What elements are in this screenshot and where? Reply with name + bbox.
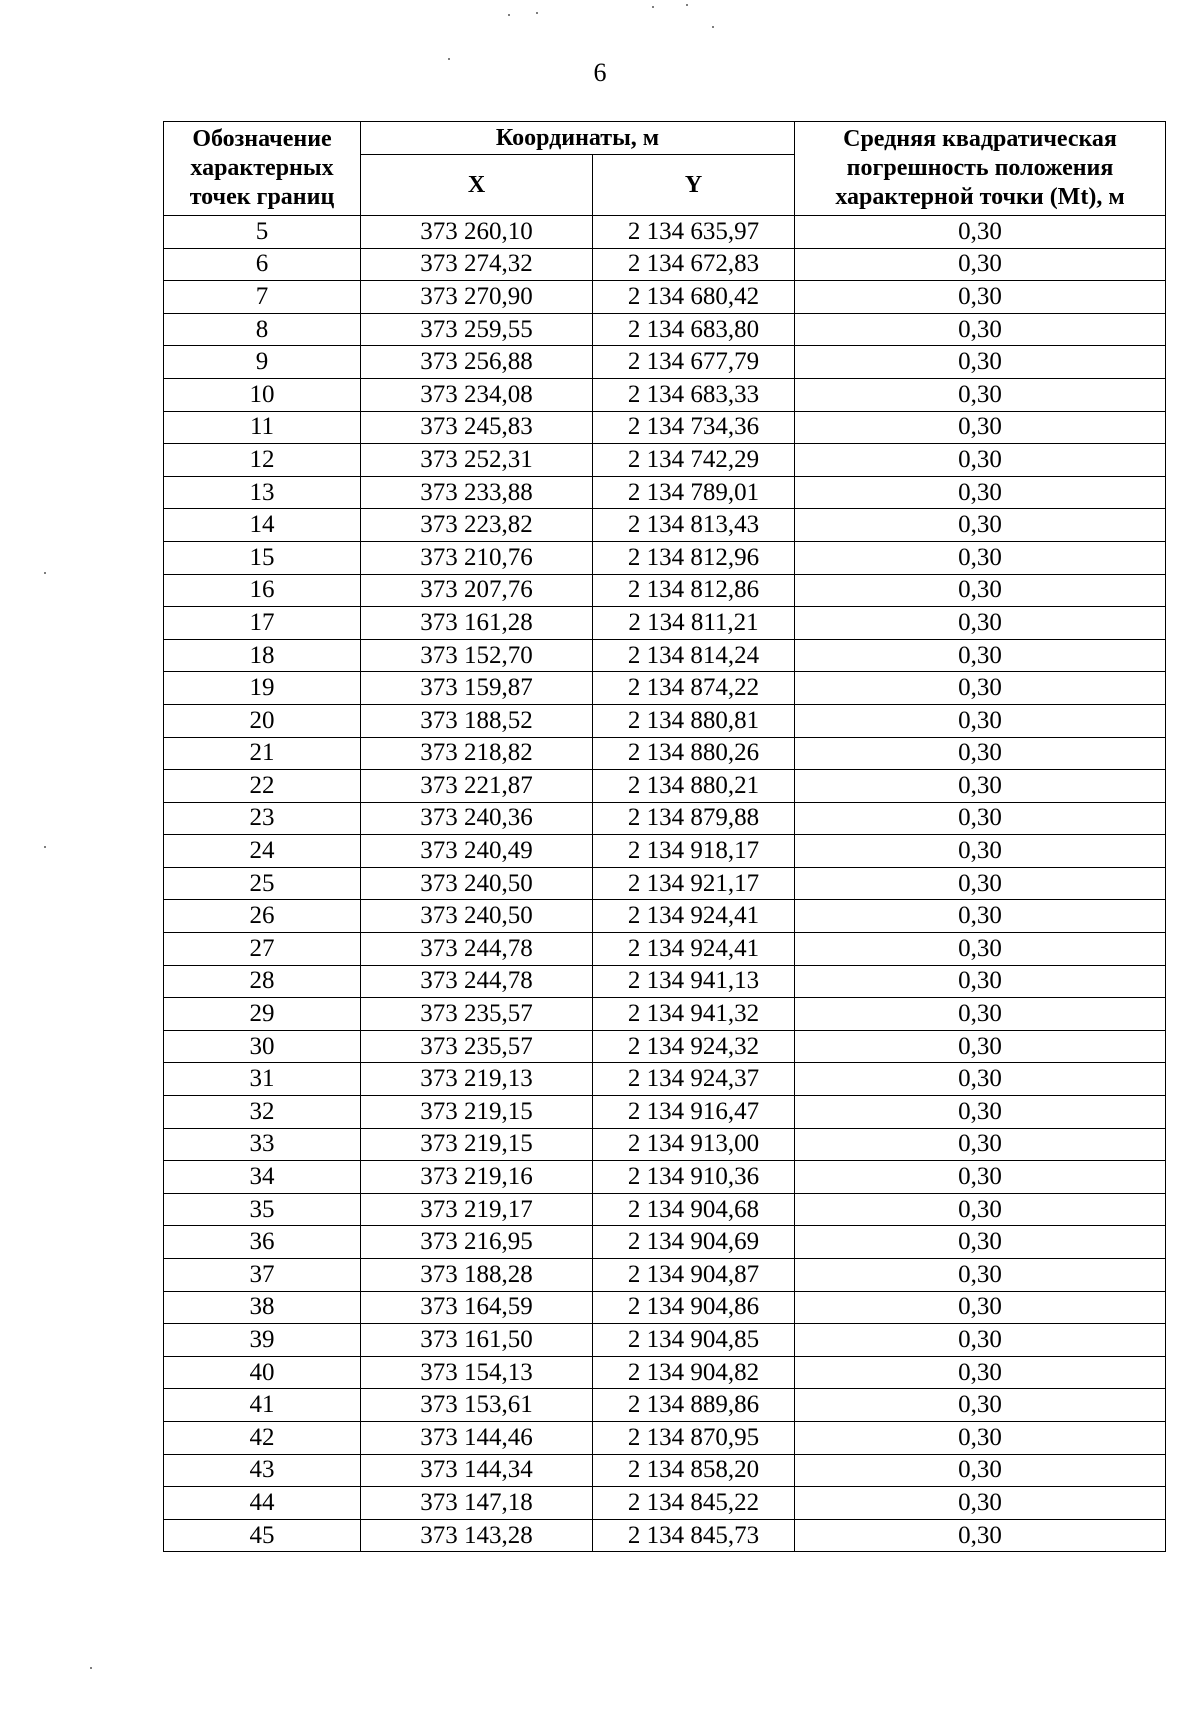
x-coordinate-cell: 373 188,52 bbox=[361, 704, 593, 737]
error-cell: 0,30 bbox=[795, 248, 1166, 281]
y-coordinate-cell: 2 134 789,01 bbox=[593, 476, 795, 509]
table-row bbox=[164, 574, 1166, 607]
x-coordinate-cell: 373 240,36 bbox=[361, 802, 593, 835]
y-coordinate-cell: 2 134 924,41 bbox=[593, 900, 795, 933]
table-body bbox=[164, 216, 1166, 1552]
table-row bbox=[164, 1324, 1166, 1357]
scan-speck bbox=[90, 1667, 92, 1669]
error-cell: 0,30 bbox=[795, 574, 1166, 607]
error-cell: 0,30 bbox=[795, 1389, 1166, 1422]
x-coordinate-cell: 373 235,57 bbox=[361, 998, 593, 1031]
error-cell: 0,30 bbox=[795, 1487, 1166, 1520]
error-cell: 0,30 bbox=[795, 704, 1166, 737]
point-number-cell: 30 bbox=[164, 1030, 361, 1063]
error-cell: 0,30 bbox=[795, 541, 1166, 574]
x-coordinate-cell: 373 256,88 bbox=[361, 346, 593, 379]
x-coordinate-cell: 373 245,83 bbox=[361, 411, 593, 444]
x-coordinate-cell: 373 270,90 bbox=[361, 281, 593, 314]
point-number-cell: 37 bbox=[164, 1259, 361, 1292]
point-number-cell: 43 bbox=[164, 1454, 361, 1487]
y-coordinate-cell: 2 134 904,85 bbox=[593, 1324, 795, 1357]
error-cell: 0,30 bbox=[795, 639, 1166, 672]
y-coordinate-cell: 2 134 880,21 bbox=[593, 770, 795, 803]
x-coordinate-cell: 373 144,34 bbox=[361, 1454, 593, 1487]
x-coordinate-cell: 373 244,78 bbox=[361, 933, 593, 966]
point-number-cell: 11 bbox=[164, 411, 361, 444]
error-cell: 0,30 bbox=[795, 965, 1166, 998]
point-number-cell: 38 bbox=[164, 1291, 361, 1324]
error-cell: 0,30 bbox=[795, 737, 1166, 770]
table-row bbox=[164, 1291, 1166, 1324]
header-x: X bbox=[361, 155, 593, 216]
x-coordinate-cell: 373 252,31 bbox=[361, 444, 593, 477]
table-row bbox=[164, 1161, 1166, 1194]
scan-speck bbox=[536, 12, 538, 14]
y-coordinate-cell: 2 134 904,87 bbox=[593, 1259, 795, 1292]
table-row bbox=[164, 509, 1166, 542]
y-coordinate-cell: 2 134 913,00 bbox=[593, 1128, 795, 1161]
x-coordinate-cell: 373 147,18 bbox=[361, 1487, 593, 1520]
error-cell: 0,30 bbox=[795, 835, 1166, 868]
error-cell: 0,30 bbox=[795, 509, 1166, 542]
y-coordinate-cell: 2 134 845,22 bbox=[593, 1487, 795, 1520]
point-number-cell: 5 bbox=[164, 216, 361, 249]
error-cell: 0,30 bbox=[795, 378, 1166, 411]
point-number-cell: 31 bbox=[164, 1063, 361, 1096]
error-cell: 0,30 bbox=[795, 998, 1166, 1031]
y-coordinate-cell: 2 134 924,41 bbox=[593, 933, 795, 966]
x-coordinate-cell: 373 143,28 bbox=[361, 1519, 593, 1552]
x-coordinate-cell: 373 219,17 bbox=[361, 1193, 593, 1226]
error-cell: 0,30 bbox=[795, 281, 1166, 314]
error-cell: 0,30 bbox=[795, 770, 1166, 803]
y-coordinate-cell: 2 134 941,32 bbox=[593, 998, 795, 1031]
y-coordinate-cell: 2 134 904,82 bbox=[593, 1356, 795, 1389]
scan-speck bbox=[448, 58, 450, 60]
table-row bbox=[164, 770, 1166, 803]
table-row bbox=[164, 248, 1166, 281]
scan-speck bbox=[686, 4, 688, 6]
table-row bbox=[164, 541, 1166, 574]
error-cell: 0,30 bbox=[795, 444, 1166, 477]
scan-speck bbox=[712, 26, 714, 28]
x-coordinate-cell: 373 274,32 bbox=[361, 248, 593, 281]
x-coordinate-cell: 373 210,76 bbox=[361, 541, 593, 574]
y-coordinate-cell: 2 134 858,20 bbox=[593, 1454, 795, 1487]
coordinates-table bbox=[163, 121, 1166, 1552]
point-number-cell: 32 bbox=[164, 1096, 361, 1129]
error-cell: 0,30 bbox=[795, 607, 1166, 640]
table-row bbox=[164, 607, 1166, 640]
y-coordinate-cell: 2 134 941,13 bbox=[593, 965, 795, 998]
y-coordinate-cell: 2 134 812,86 bbox=[593, 574, 795, 607]
point-number-cell: 21 bbox=[164, 737, 361, 770]
y-coordinate-cell: 2 134 680,42 bbox=[593, 281, 795, 314]
table-row bbox=[164, 346, 1166, 379]
point-number-cell: 14 bbox=[164, 509, 361, 542]
x-coordinate-cell: 373 240,50 bbox=[361, 867, 593, 900]
point-number-cell: 9 bbox=[164, 346, 361, 379]
table-row bbox=[164, 281, 1166, 314]
y-coordinate-cell: 2 134 734,36 bbox=[593, 411, 795, 444]
y-coordinate-cell: 2 134 918,17 bbox=[593, 835, 795, 868]
x-coordinate-cell: 373 240,49 bbox=[361, 835, 593, 868]
point-number-cell: 16 bbox=[164, 574, 361, 607]
table-row bbox=[164, 965, 1166, 998]
error-cell: 0,30 bbox=[795, 1259, 1166, 1292]
point-number-cell: 24 bbox=[164, 835, 361, 868]
x-coordinate-cell: 373 221,87 bbox=[361, 770, 593, 803]
x-coordinate-cell: 373 219,15 bbox=[361, 1096, 593, 1129]
scan-speck bbox=[44, 572, 46, 574]
y-coordinate-cell: 2 134 904,86 bbox=[593, 1291, 795, 1324]
y-coordinate-cell: 2 134 924,37 bbox=[593, 1063, 795, 1096]
x-coordinate-cell: 373 223,82 bbox=[361, 509, 593, 542]
error-cell: 0,30 bbox=[795, 1096, 1166, 1129]
table-row bbox=[164, 1096, 1166, 1129]
point-number-cell: 39 bbox=[164, 1324, 361, 1357]
point-number-cell: 40 bbox=[164, 1356, 361, 1389]
scan-speck bbox=[652, 6, 654, 8]
error-cell: 0,30 bbox=[795, 1063, 1166, 1096]
table-row bbox=[164, 378, 1166, 411]
table-row bbox=[164, 639, 1166, 672]
x-coordinate-cell: 373 161,28 bbox=[361, 607, 593, 640]
x-coordinate-cell: 373 260,10 bbox=[361, 216, 593, 249]
header-mean-square-error: Средняя квадратическая погрешность положения характерной точки (Mt), м bbox=[795, 122, 1166, 216]
point-number-cell: 8 bbox=[164, 313, 361, 346]
point-number-cell: 34 bbox=[164, 1161, 361, 1194]
table-row bbox=[164, 998, 1166, 1031]
point-number-cell: 12 bbox=[164, 444, 361, 477]
table-row bbox=[164, 1519, 1166, 1552]
error-cell: 0,30 bbox=[795, 346, 1166, 379]
point-number-cell: 7 bbox=[164, 281, 361, 314]
error-cell: 0,30 bbox=[795, 1519, 1166, 1552]
table-row bbox=[164, 933, 1166, 966]
point-number-cell: 26 bbox=[164, 900, 361, 933]
x-coordinate-cell: 373 153,61 bbox=[361, 1389, 593, 1422]
y-coordinate-cell: 2 134 812,96 bbox=[593, 541, 795, 574]
table-row bbox=[164, 835, 1166, 868]
header-y: Y bbox=[593, 155, 795, 216]
y-coordinate-cell: 2 134 916,47 bbox=[593, 1096, 795, 1129]
point-number-cell: 23 bbox=[164, 802, 361, 835]
point-number-cell: 44 bbox=[164, 1487, 361, 1520]
error-cell: 0,30 bbox=[795, 933, 1166, 966]
point-number-cell: 25 bbox=[164, 867, 361, 900]
header-coordinates: Координаты, м bbox=[361, 122, 795, 155]
table-row bbox=[164, 672, 1166, 705]
point-number-cell: 35 bbox=[164, 1193, 361, 1226]
point-number-cell: 18 bbox=[164, 639, 361, 672]
table-row bbox=[164, 1454, 1166, 1487]
point-number-cell: 27 bbox=[164, 933, 361, 966]
table-row bbox=[164, 1063, 1166, 1096]
table-row bbox=[164, 1030, 1166, 1063]
table-row bbox=[164, 1389, 1166, 1422]
table-row bbox=[164, 1259, 1166, 1292]
y-coordinate-cell: 2 134 910,36 bbox=[593, 1161, 795, 1194]
error-cell: 0,30 bbox=[795, 313, 1166, 346]
table-row bbox=[164, 737, 1166, 770]
point-number-cell: 29 bbox=[164, 998, 361, 1031]
point-number-cell: 41 bbox=[164, 1389, 361, 1422]
y-coordinate-cell: 2 134 683,33 bbox=[593, 378, 795, 411]
y-coordinate-cell: 2 134 672,83 bbox=[593, 248, 795, 281]
point-number-cell: 19 bbox=[164, 672, 361, 705]
y-coordinate-cell: 2 134 742,29 bbox=[593, 444, 795, 477]
y-coordinate-cell: 2 134 924,32 bbox=[593, 1030, 795, 1063]
x-coordinate-cell: 373 244,78 bbox=[361, 965, 593, 998]
header-point-designation: Обозначение характерных точек границ bbox=[164, 122, 361, 216]
error-cell: 0,30 bbox=[795, 216, 1166, 249]
y-coordinate-cell: 2 134 880,26 bbox=[593, 737, 795, 770]
error-cell: 0,30 bbox=[795, 1454, 1166, 1487]
table-row bbox=[164, 411, 1166, 444]
y-coordinate-cell: 2 134 879,88 bbox=[593, 802, 795, 835]
error-cell: 0,30 bbox=[795, 476, 1166, 509]
table-row bbox=[164, 900, 1166, 933]
point-number-cell: 6 bbox=[164, 248, 361, 281]
y-coordinate-cell: 2 134 870,95 bbox=[593, 1421, 795, 1454]
table-row bbox=[164, 802, 1166, 835]
x-coordinate-cell: 373 259,55 bbox=[361, 313, 593, 346]
error-cell: 0,30 bbox=[795, 411, 1166, 444]
y-coordinate-cell: 2 134 874,22 bbox=[593, 672, 795, 705]
point-number-cell: 10 bbox=[164, 378, 361, 411]
table-row bbox=[164, 313, 1166, 346]
table-row bbox=[164, 476, 1166, 509]
y-coordinate-cell: 2 134 813,43 bbox=[593, 509, 795, 542]
point-number-cell: 17 bbox=[164, 607, 361, 640]
scan-speck bbox=[44, 846, 46, 848]
table-row bbox=[164, 216, 1166, 249]
point-number-cell: 20 bbox=[164, 704, 361, 737]
error-cell: 0,30 bbox=[795, 1291, 1166, 1324]
table-row bbox=[164, 867, 1166, 900]
x-coordinate-cell: 373 219,16 bbox=[361, 1161, 593, 1194]
x-coordinate-cell: 373 144,46 bbox=[361, 1421, 593, 1454]
x-coordinate-cell: 373 161,50 bbox=[361, 1324, 593, 1357]
x-coordinate-cell: 373 154,13 bbox=[361, 1356, 593, 1389]
table-header bbox=[164, 122, 1166, 216]
x-coordinate-cell: 373 152,70 bbox=[361, 639, 593, 672]
x-coordinate-cell: 373 235,57 bbox=[361, 1030, 593, 1063]
error-cell: 0,30 bbox=[795, 900, 1166, 933]
x-coordinate-cell: 373 234,08 bbox=[361, 378, 593, 411]
point-number-cell: 15 bbox=[164, 541, 361, 574]
y-coordinate-cell: 2 134 921,17 bbox=[593, 867, 795, 900]
error-cell: 0,30 bbox=[795, 672, 1166, 705]
point-number-cell: 22 bbox=[164, 770, 361, 803]
y-coordinate-cell: 2 134 904,68 bbox=[593, 1193, 795, 1226]
point-number-cell: 28 bbox=[164, 965, 361, 998]
table-row bbox=[164, 1226, 1166, 1259]
table-row bbox=[164, 704, 1166, 737]
error-cell: 0,30 bbox=[795, 1226, 1166, 1259]
point-number-cell: 45 bbox=[164, 1519, 361, 1552]
x-coordinate-cell: 373 188,28 bbox=[361, 1259, 593, 1292]
error-cell: 0,30 bbox=[795, 1324, 1166, 1357]
error-cell: 0,30 bbox=[795, 1161, 1166, 1194]
point-number-cell: 13 bbox=[164, 476, 361, 509]
error-cell: 0,30 bbox=[795, 1421, 1166, 1454]
x-coordinate-cell: 373 219,15 bbox=[361, 1128, 593, 1161]
scan-speck bbox=[508, 14, 510, 16]
point-number-cell: 33 bbox=[164, 1128, 361, 1161]
x-coordinate-cell: 373 164,59 bbox=[361, 1291, 593, 1324]
error-cell: 0,30 bbox=[795, 802, 1166, 835]
point-number-cell: 42 bbox=[164, 1421, 361, 1454]
error-cell: 0,30 bbox=[795, 1193, 1166, 1226]
y-coordinate-cell: 2 134 811,21 bbox=[593, 607, 795, 640]
table-row bbox=[164, 1487, 1166, 1520]
y-coordinate-cell: 2 134 814,24 bbox=[593, 639, 795, 672]
y-coordinate-cell: 2 134 677,79 bbox=[593, 346, 795, 379]
y-coordinate-cell: 2 134 845,73 bbox=[593, 1519, 795, 1552]
error-cell: 0,30 bbox=[795, 1356, 1166, 1389]
x-coordinate-cell: 373 216,95 bbox=[361, 1226, 593, 1259]
error-cell: 0,30 bbox=[795, 1128, 1166, 1161]
point-number-cell: 36 bbox=[164, 1226, 361, 1259]
table-row bbox=[164, 1356, 1166, 1389]
x-coordinate-cell: 373 218,82 bbox=[361, 737, 593, 770]
table-row bbox=[164, 1193, 1166, 1226]
table-row bbox=[164, 444, 1166, 477]
x-coordinate-cell: 373 233,88 bbox=[361, 476, 593, 509]
y-coordinate-cell: 2 134 889,86 bbox=[593, 1389, 795, 1422]
table-row bbox=[164, 1421, 1166, 1454]
y-coordinate-cell: 2 134 683,80 bbox=[593, 313, 795, 346]
table-row bbox=[164, 1128, 1166, 1161]
page-number: 6 bbox=[593, 58, 607, 87]
y-coordinate-cell: 2 134 904,69 bbox=[593, 1226, 795, 1259]
y-coordinate-cell: 2 134 880,81 bbox=[593, 704, 795, 737]
x-coordinate-cell: 373 240,50 bbox=[361, 900, 593, 933]
error-cell: 0,30 bbox=[795, 867, 1166, 900]
y-coordinate-cell: 2 134 635,97 bbox=[593, 216, 795, 249]
x-coordinate-cell: 373 207,76 bbox=[361, 574, 593, 607]
x-coordinate-cell: 373 219,13 bbox=[361, 1063, 593, 1096]
x-coordinate-cell: 373 159,87 bbox=[361, 672, 593, 705]
error-cell: 0,30 bbox=[795, 1030, 1166, 1063]
